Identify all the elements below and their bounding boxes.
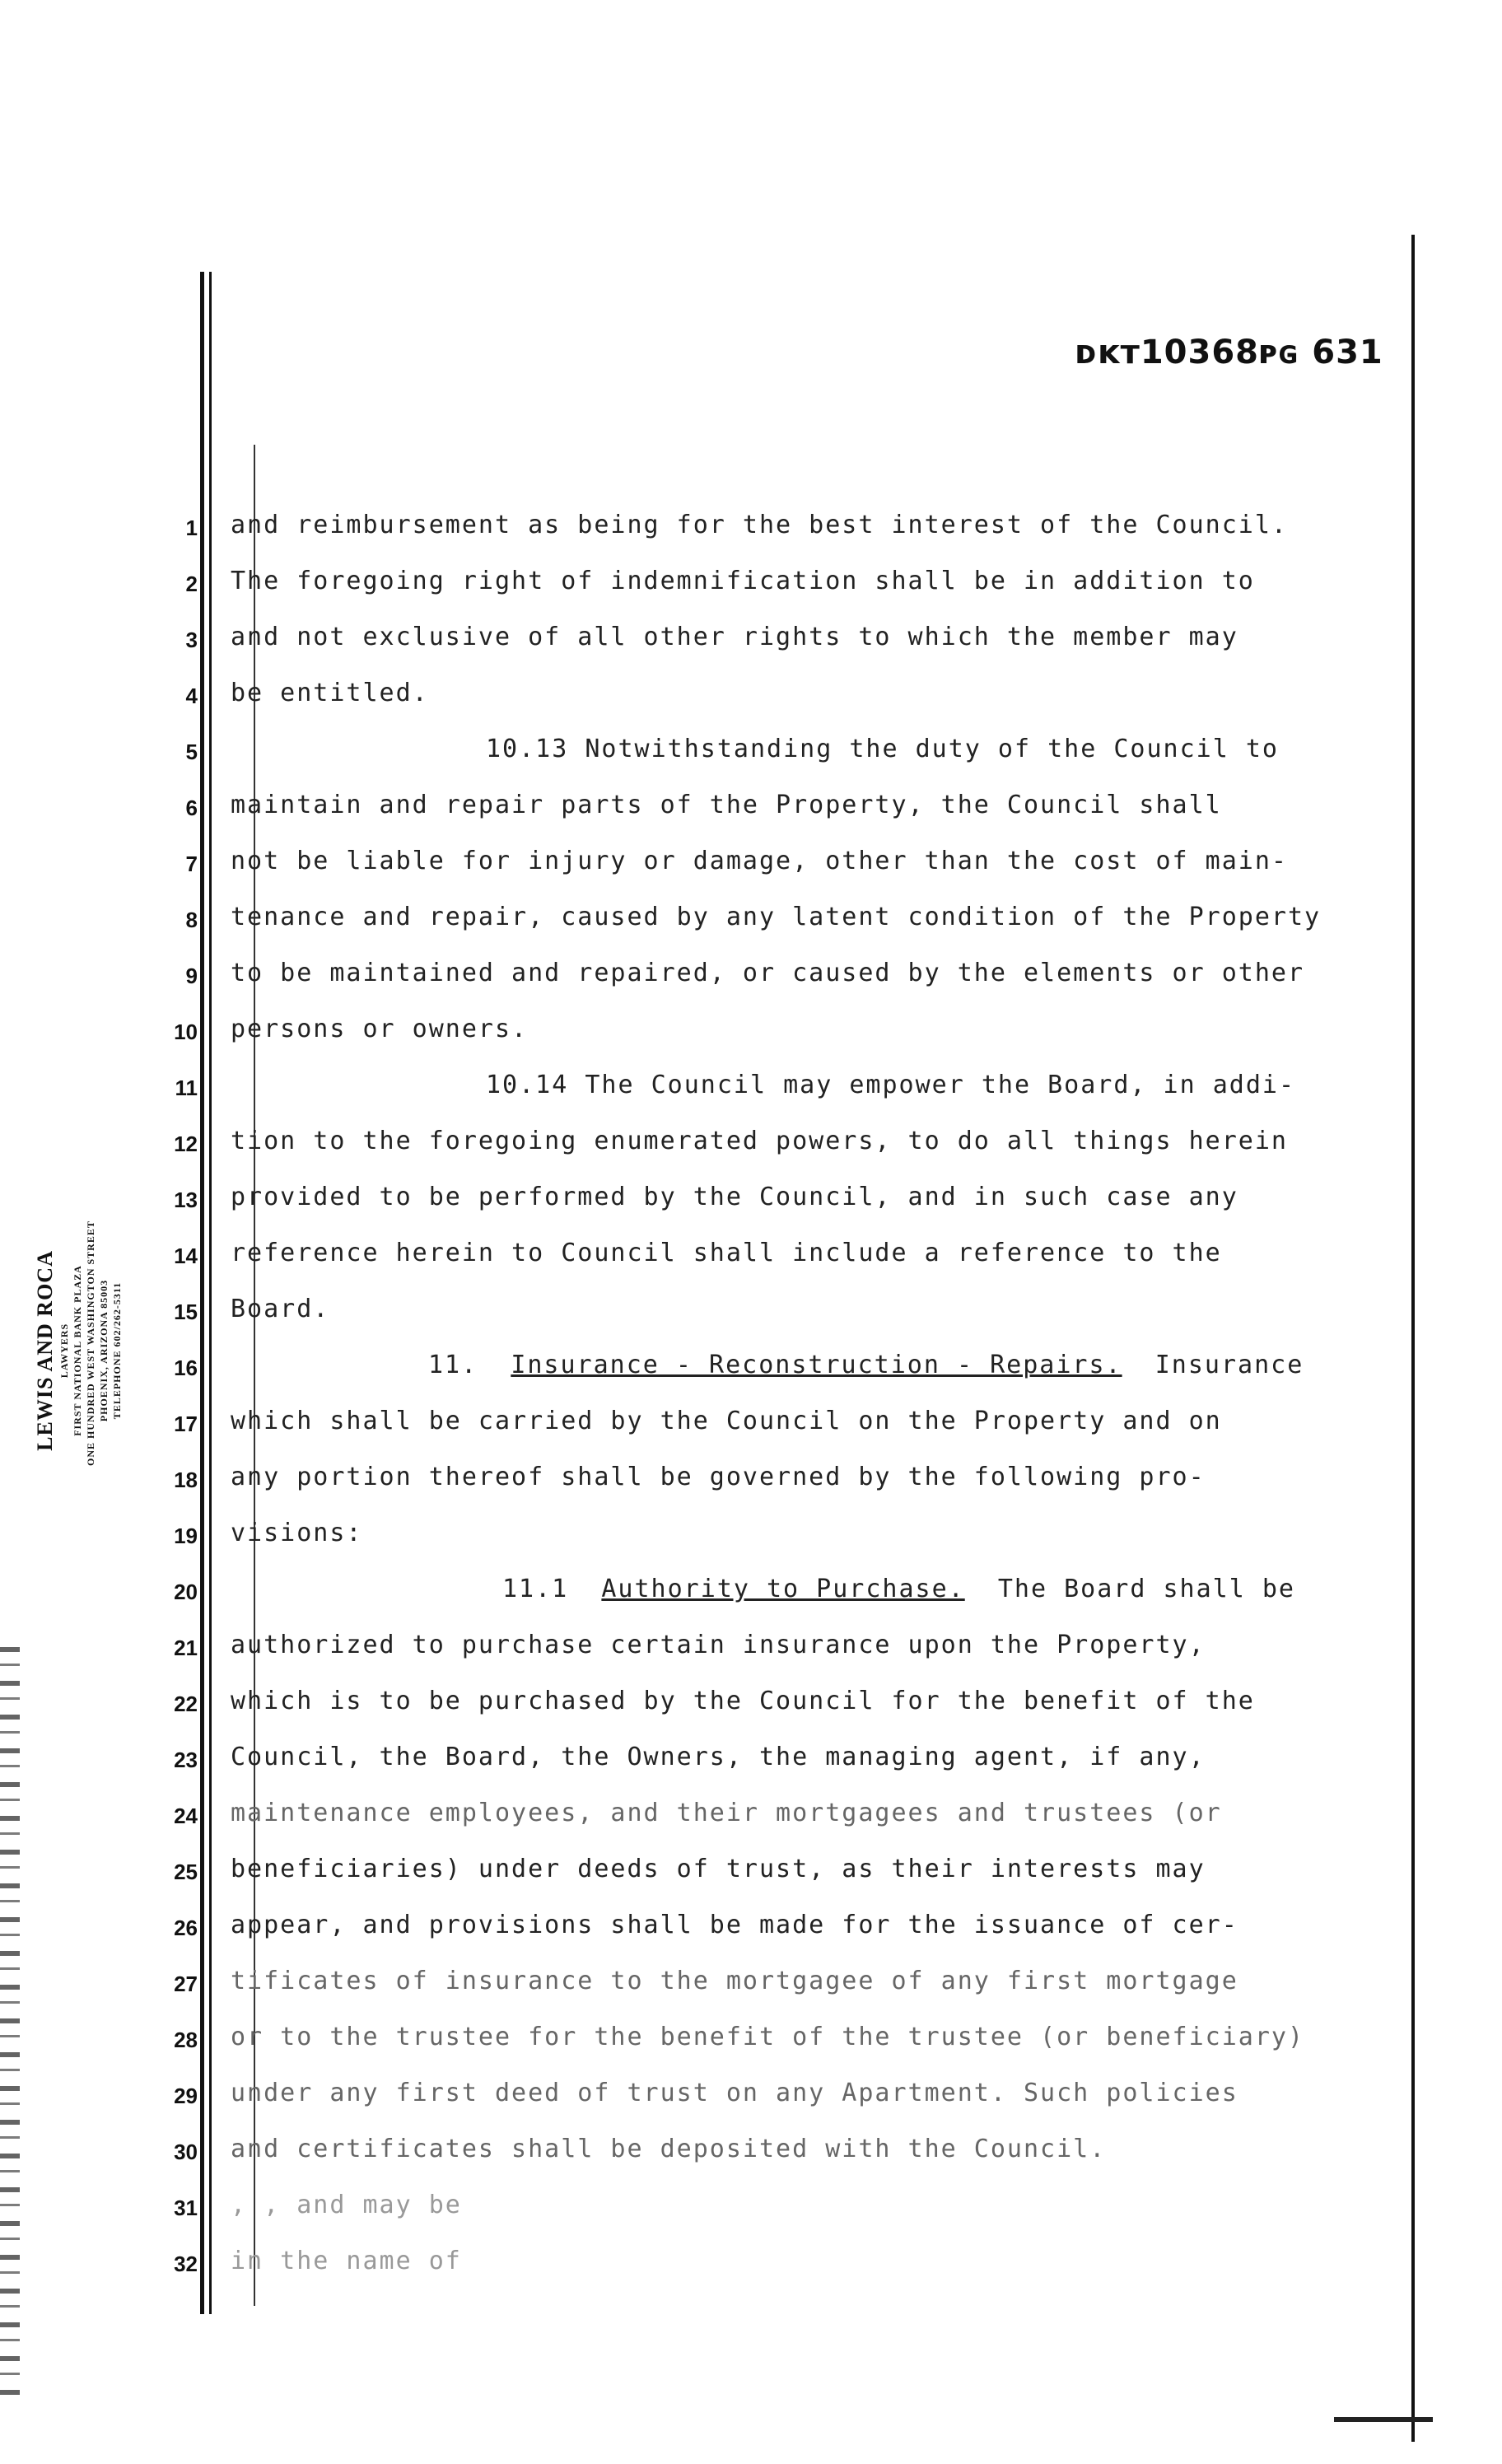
line-number: 4 bbox=[185, 684, 198, 708]
text-line: tion to the foregoing enumerated powers, to do all things herein bbox=[231, 1127, 1288, 1155]
line-number: 12 bbox=[174, 1132, 198, 1156]
text-line: , , and may be bbox=[231, 2191, 462, 2219]
section-text: Insurance bbox=[1154, 1351, 1304, 1379]
left-margin-rule-inner bbox=[209, 272, 212, 2314]
text-line: provided to be performed by the Council, and in such case any bbox=[231, 1183, 1238, 1211]
text-line: or to the trustee for the benefit of the trustee (or beneficiary) bbox=[231, 2023, 1304, 2051]
section-number: 11. bbox=[428, 1351, 478, 1379]
line-number: 28 bbox=[174, 2028, 198, 2052]
firm-name: LEWIS AND ROCA bbox=[33, 1250, 57, 1451]
line-number: 1 bbox=[185, 516, 198, 540]
text-line: which is to be purchased by the Council for the benefit of the bbox=[231, 1687, 1255, 1715]
line-number: 13 bbox=[174, 1188, 198, 1212]
text-line: tenance and repair, caused by any latent condition of the Property bbox=[231, 903, 1322, 931]
text-line: in the name of bbox=[231, 2247, 462, 2275]
line-number: 7 bbox=[185, 852, 198, 876]
text-line: to be maintained and repaired, or caused by the elements or other bbox=[231, 959, 1304, 987]
text-line: any portion thereof shall be governed by the following pro- bbox=[231, 1463, 1206, 1491]
text-line: which shall be carried by the Council on the Property and on bbox=[231, 1407, 1222, 1435]
firm-line-4: PHOENIX, ARIZONA 85003 bbox=[98, 1279, 110, 1422]
text-line: visions: bbox=[231, 1519, 363, 1547]
line-number: 5 bbox=[185, 740, 198, 764]
firm-line-5: TELEPHONE 602/262-5311 bbox=[111, 1281, 123, 1420]
left-margin-rule bbox=[200, 272, 204, 2314]
subsection-number: 11.1 bbox=[502, 1575, 569, 1603]
firm-line-3: ONE HUNDRED WEST WASHINGTON STREET bbox=[85, 1220, 96, 1466]
line-number: 29 bbox=[174, 2084, 198, 2108]
line-number: 15 bbox=[174, 1300, 198, 1324]
text-line: appear, and provisions shall be made for the issuance of cer- bbox=[231, 1911, 1238, 1939]
line-number: 18 bbox=[174, 1468, 198, 1492]
text-line: maintain and repair parts of the Property, the Council shall bbox=[231, 791, 1222, 819]
subsection-heading-line bbox=[502, 1575, 1295, 1603]
text-line: Board. bbox=[231, 1295, 330, 1323]
text-line: persons or owners. bbox=[231, 1015, 529, 1043]
text-line: tificates of insurance to the mortgagee of any first mortgage bbox=[231, 1967, 1238, 1995]
line-number: 24 bbox=[174, 1804, 198, 1828]
text-line: authorized to purchase certain insurance upon the Property, bbox=[231, 1631, 1206, 1659]
line-number: 16 bbox=[174, 1356, 198, 1380]
line-number: 20 bbox=[174, 1580, 198, 1604]
firm-line-1: LAWYERS bbox=[58, 1323, 70, 1379]
line-number: 23 bbox=[174, 1748, 198, 1772]
right-margin-rule bbox=[1411, 235, 1415, 2442]
text-line: under any first deed of trust on any Apartment. Such policies bbox=[231, 2079, 1238, 2107]
line-number: 19 bbox=[174, 1524, 198, 1548]
firm-line-2: FIRST NATIONAL BANK PLAZA bbox=[72, 1265, 83, 1436]
line-number: 31 bbox=[174, 2196, 198, 2220]
text-line: not be liable for injury or damage, other than the cost of main- bbox=[231, 847, 1288, 875]
line-number: 2 bbox=[185, 572, 198, 596]
line-number: 9 bbox=[185, 964, 198, 988]
scan-bottom-mark bbox=[1334, 2417, 1433, 2422]
recording-number: ᴅᴋᴛ10368ᴘɢ 631 bbox=[1075, 334, 1383, 371]
line-number: 8 bbox=[185, 908, 198, 932]
text-line: The foregoing right of indemnification shall be in addition to bbox=[231, 567, 1255, 595]
line-number: 22 bbox=[174, 1692, 198, 1716]
text-line: reference herein to Council shall include a reference to the bbox=[231, 1239, 1222, 1267]
scan-edge-artifact bbox=[0, 1647, 20, 2405]
line-number: 27 bbox=[174, 1972, 198, 1996]
line-number: 26 bbox=[174, 1916, 198, 1940]
subsection-title: Authority to Purchase. bbox=[601, 1575, 965, 1603]
text-line: beneficiaries) under deeds of trust, as their interests may bbox=[231, 1855, 1206, 1883]
line-number: 3 bbox=[185, 628, 198, 652]
text-line: maintenance employees, and their mortgagees and trustees (or bbox=[231, 1799, 1222, 1827]
text-line: and certificates shall be deposited with the Council. bbox=[231, 2135, 1107, 2163]
text-line: be entitled. bbox=[231, 679, 429, 707]
line-number: 6 bbox=[185, 796, 198, 820]
line-number: 21 bbox=[174, 1636, 198, 1660]
line-number: 17 bbox=[174, 1412, 198, 1436]
text-line: and not exclusive of all other rights to which the member may bbox=[231, 623, 1238, 651]
text-line: 10.13 Notwithstanding the duty of the Council to bbox=[486, 735, 1279, 763]
subsection-text: The Board shall be bbox=[997, 1575, 1295, 1603]
line-number: 11 bbox=[175, 1076, 198, 1100]
line-number: 25 bbox=[174, 1860, 198, 1884]
section-title: Insurance - Reconstruction - Repairs. bbox=[511, 1351, 1122, 1379]
line-number: 14 bbox=[174, 1244, 198, 1268]
text-line: 10.14 The Council may empower the Board, in addi- bbox=[486, 1071, 1296, 1099]
line-number: 30 bbox=[174, 2140, 198, 2164]
section-heading-line bbox=[428, 1351, 1304, 1379]
law-firm-stamp bbox=[33, 1220, 140, 1466]
text-line: and reimbursement as being for the best interest of the Council. bbox=[231, 511, 1288, 539]
text-line: Council, the Board, the Owners, the managing agent, if any, bbox=[231, 1743, 1206, 1771]
line-number: 10 bbox=[174, 1020, 198, 1044]
line-number: 32 bbox=[174, 2252, 198, 2276]
